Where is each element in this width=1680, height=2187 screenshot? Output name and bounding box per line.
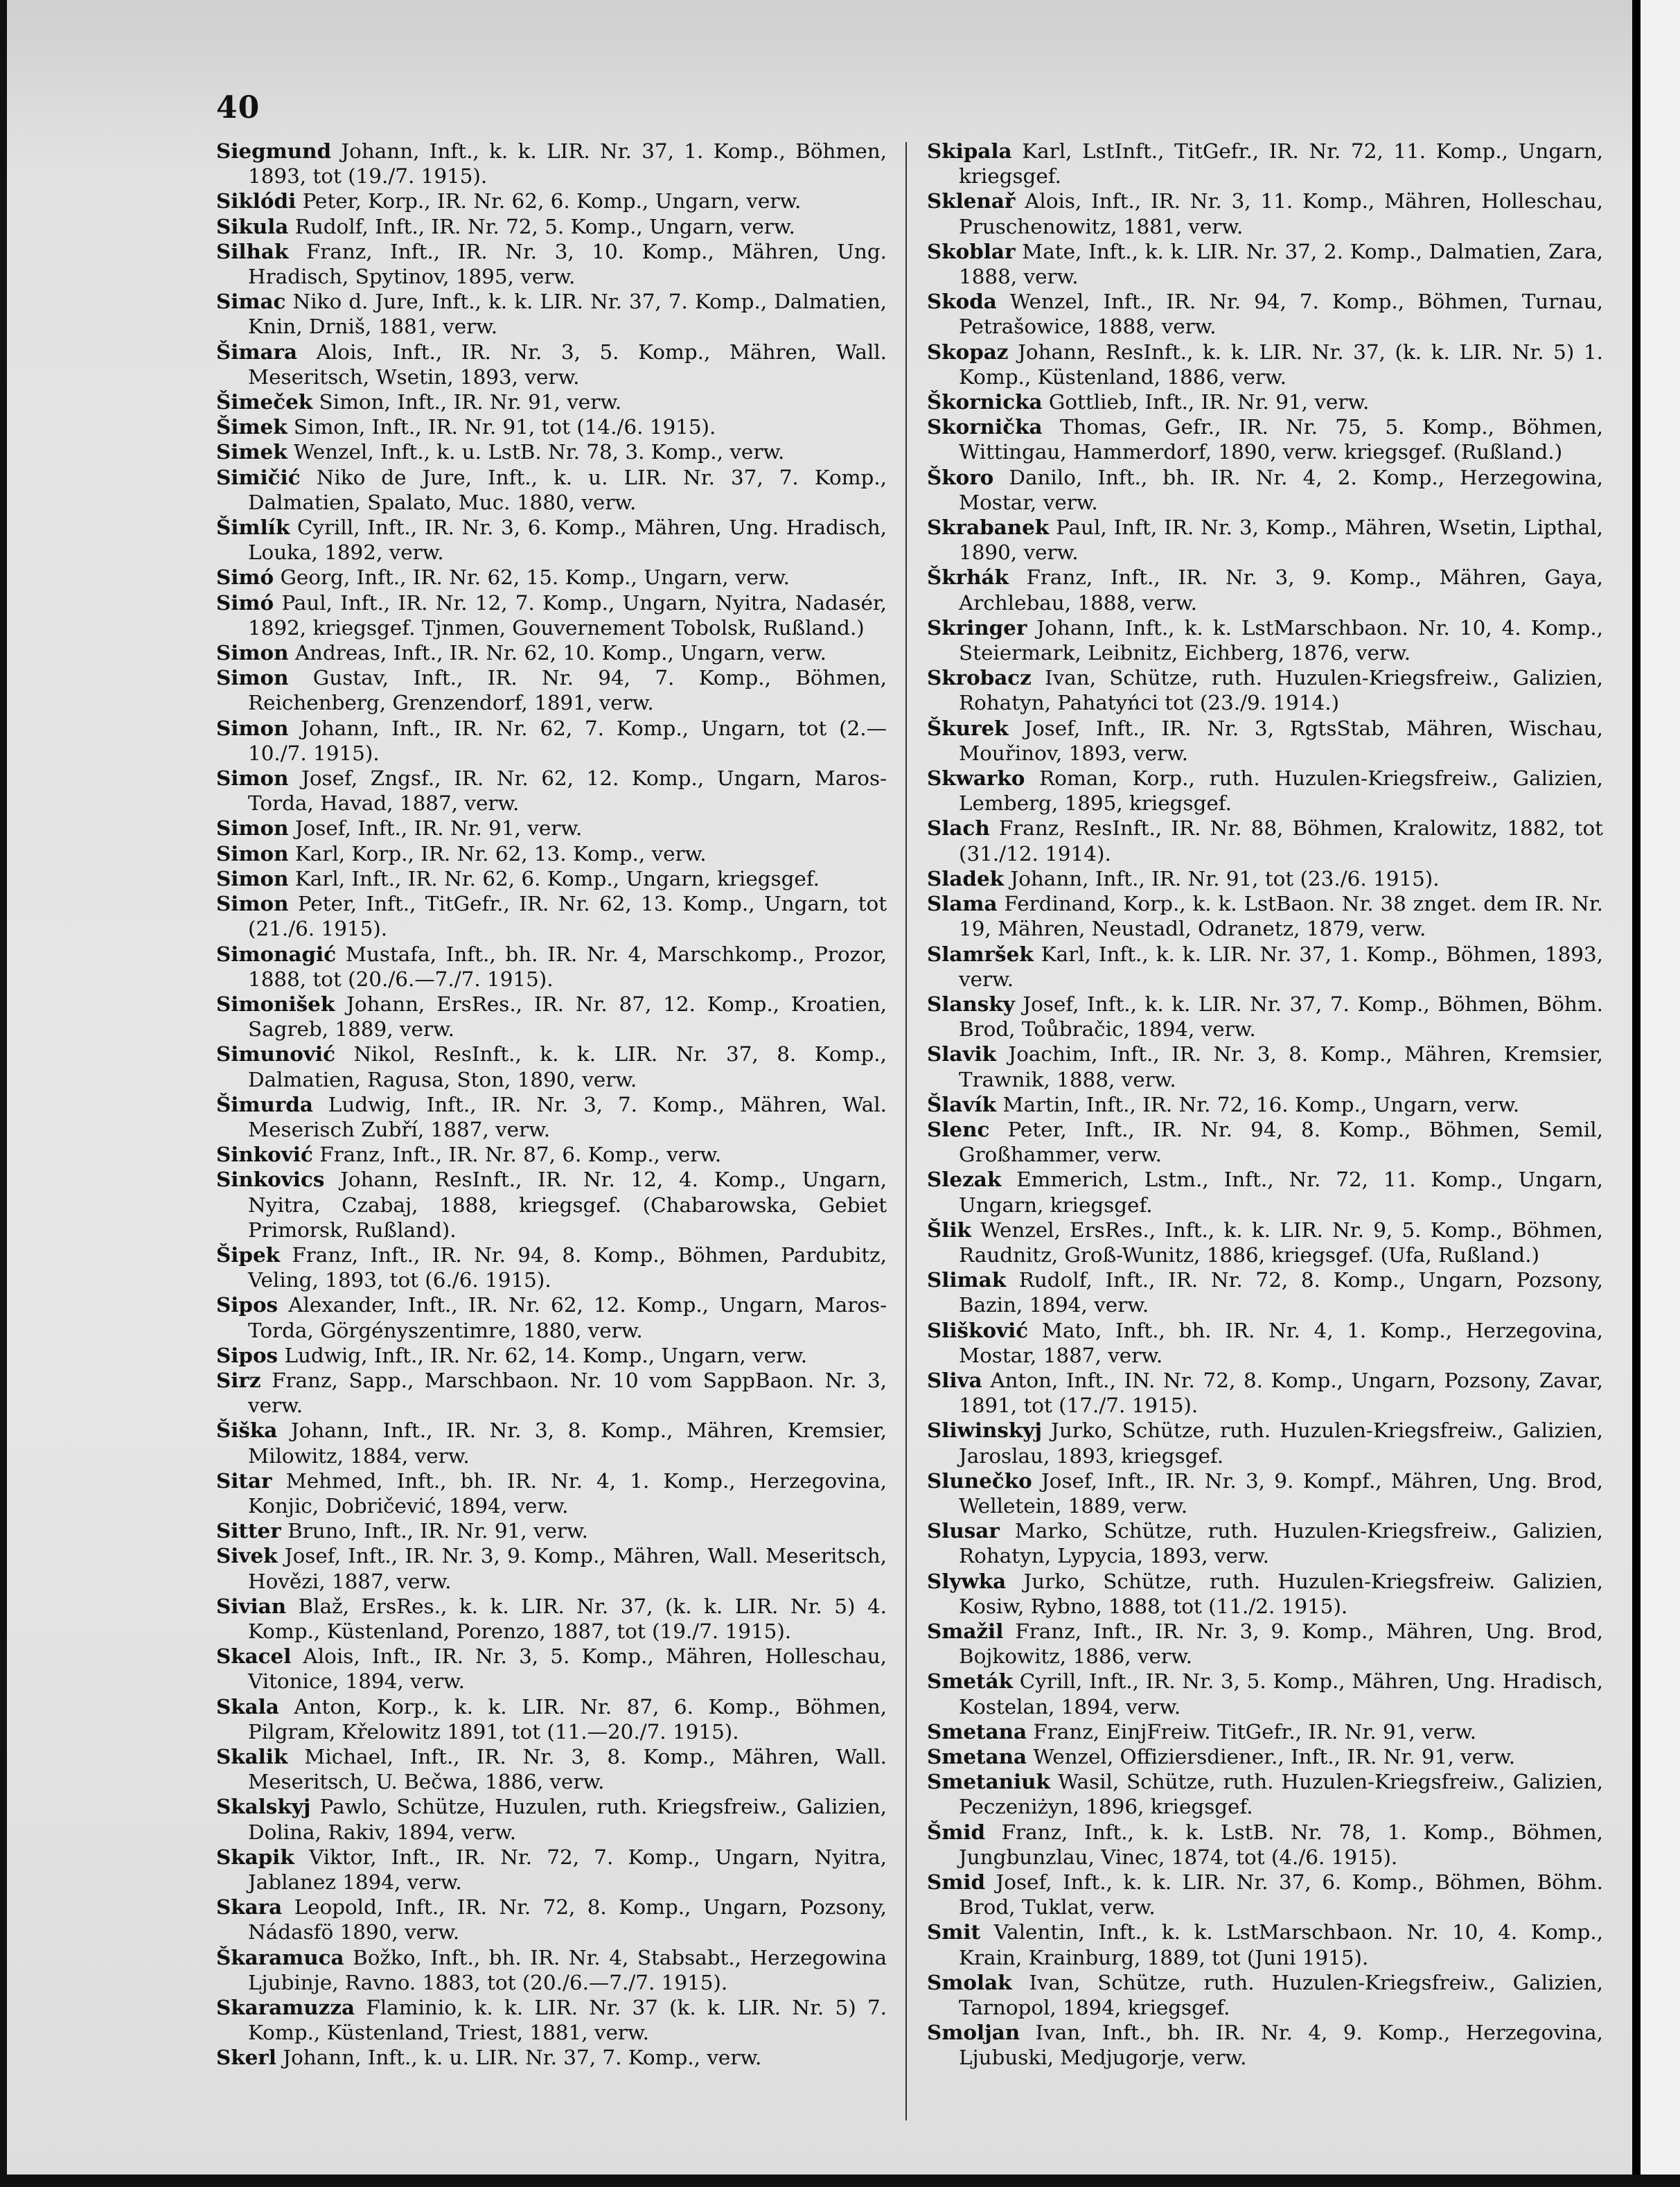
entry-details: Danilo, Inft., bh. IR. Nr. 4, 2. Komp., Herzegowina, Mostar, verw. <box>959 465 1603 514</box>
entry-surname: Simon <box>216 816 289 841</box>
entry-surname: Skopaz <box>927 339 1009 364</box>
entry-details: Rudolf, Inft., IR. Nr. 72, 8. Komp., Ungarn, Pozsony, Bazin, 1894, verw. <box>959 1268 1603 1317</box>
entry-surname: Šimek <box>216 414 288 439</box>
list-entry <box>216 214 887 239</box>
list-entry <box>216 992 887 1042</box>
list-entry <box>216 816 887 841</box>
entry-details: Johann, ResInft., k. k. LIR. Nr. 37, (k. k. LIR. Nr. 5) 1. Komp., Küstenland, 1886, verw. <box>959 340 1603 389</box>
entry-details: Johann, ErsRes., IR. Nr. 87, 12. Komp., Kroatien, Sagreb, 1889, verw. <box>248 992 887 1042</box>
list-entry <box>216 1543 887 1593</box>
entry-surname: Sipos <box>216 1342 278 1367</box>
entry-surname: Slamršek <box>927 941 1034 966</box>
entry-details: Josef, Inft., k. k. LIR. Nr. 37, 6. Komp., Böhmen, Böhm. Brod, Tuklat, verw. <box>959 1870 1603 1920</box>
list-entry <box>927 1418 1603 1468</box>
entry-surname: Smolak <box>927 1969 1012 1994</box>
entry-surname: Skringer <box>927 615 1027 640</box>
entry-surname: Šimlík <box>216 515 290 540</box>
entry-details: Andreas, Inft., IR. Nr. 62, 10. Komp., Ungarn, verw. <box>294 641 826 665</box>
entry-surname: Slezak <box>927 1167 1002 1192</box>
entry-details: Roman, Korp., ruth. Huzulen-Kriegsfreiw., Galizien, Lemberg, 1895, kriegsgef. <box>959 766 1603 816</box>
entry-surname: Simon <box>216 665 289 690</box>
page-number: 40 <box>216 90 260 125</box>
entry-surname: Skacel <box>216 1644 292 1669</box>
entry-surname: Simó <box>216 590 274 615</box>
entry-details: Cyrill, Inft., IR. Nr. 3, 5. Komp., Mähren, Ung. Hradisch, Kostelan, 1894, verw. <box>959 1669 1603 1719</box>
entry-surname: Sikula <box>216 213 289 238</box>
list-entry <box>927 1669 1603 1719</box>
entry-surname: Šimeček <box>216 389 313 414</box>
entry-surname: Šimara <box>216 339 298 364</box>
entry-surname: Škurek <box>927 715 1009 740</box>
entry-details: Emmerich, Lstm., Inft., Nr. 72, 11. Komp., Ungarn, Ungarn, kriegsgef. <box>959 1168 1603 1217</box>
scan-edge-bottom <box>0 2175 1680 2187</box>
list-entry <box>216 1594 887 1644</box>
entry-surname: Slišković <box>927 1317 1029 1342</box>
entry-surname: Skrobacz <box>927 665 1032 690</box>
entry-details: Johann, ResInft., IR. Nr. 12, 4. Komp., Ungarn, Nyitra, Czabaj, 1888, kriegsgef. (Chabarowska, Gebiet Primorsk, Rußland). <box>248 1168 887 1242</box>
entry-details: Božko, Inft., bh. IR. Nr. 4, Stabsabt., Herzegowina Ljubinje, Ravno. 1883, tot (20./6.—7./7. 1915). <box>248 1945 887 1994</box>
entry-surname: Simičić <box>216 464 301 489</box>
entry-surname: Slywka <box>927 1568 1007 1593</box>
list-entry <box>927 1518 1603 1568</box>
entry-details: Ferdinand, Korp., k. k. LstBaon. Nr. 38 znget. dem IR. Nr. 19, Mähren, Neustadl, Odranetz, 1879, verw. <box>959 892 1603 941</box>
entry-surname: Slach <box>927 816 990 841</box>
entry-surname: Simac <box>216 289 286 314</box>
entry-surname: Skwarko <box>927 766 1025 791</box>
entry-details: Johann, Inft., k. u. LIR. Nr. 37, 7. Komp., verw. <box>283 2046 762 2070</box>
list-entry <box>927 565 1603 615</box>
entry-surname: Simek <box>216 439 288 464</box>
list-entry <box>927 1368 1603 1418</box>
entry-surname: Sliva <box>927 1367 982 1392</box>
entry-surname: Sirz <box>216 1367 261 1392</box>
entry-details: Jurko, Schütze, ruth. Huzulen-Kriegsfreiw., Galizien, Jaroslau, 1893, kriegsgef. <box>959 1419 1603 1468</box>
entry-surname: Škaramuca <box>216 1944 344 1969</box>
entry-details: Simon, Inft., IR. Nr. 91, tot (14./6. 1915). <box>293 415 716 439</box>
list-entry <box>216 1368 887 1418</box>
list-entry <box>216 1945 887 1995</box>
list-entry <box>927 465 1603 515</box>
entry-surname: Simon <box>216 715 289 740</box>
list-entry <box>216 1142 887 1167</box>
entry-surname: Simon <box>216 640 289 665</box>
entry-details: Mehmed, Inft., bh. IR. Nr. 4, 1. Komp., Herzegovina, Konjic, Dobričević, 1894, verw. <box>248 1468 887 1518</box>
list-entry <box>216 340 887 389</box>
entry-surname: Slama <box>927 891 998 916</box>
entry-details: Josef, Inft., IR. Nr. 3, 9. Komp., Mähren, Wall. Meseritsch, Hovězi, 1887, verw. <box>248 1544 887 1593</box>
entry-details: Blaž, ErsRes., k. k. LIR. Nr. 37, (k. k. LIR. Nr. 5) 4. Komp., Küstenland, Porenzo, 1887, tot (19./7. 1915). <box>248 1594 887 1643</box>
entry-surname: Šipek <box>216 1242 281 1267</box>
list-entry <box>216 1845 887 1895</box>
entry-surname: Sklenař <box>927 188 1016 213</box>
scan-edge-right <box>1641 0 1680 2187</box>
list-entry <box>927 414 1603 464</box>
entry-details: Peter, Korp., IR. Nr. 62, 6. Komp., Ungarn, verw. <box>302 189 802 213</box>
list-entry <box>927 1719 1603 1744</box>
entry-surname: Skala <box>216 1694 279 1719</box>
list-entry <box>927 340 1603 389</box>
entry-surname: Simon <box>216 841 289 866</box>
entry-surname: Šlavík <box>927 1091 997 1116</box>
entry-details: Niko de Jure, Inft., k. u. LIR. Nr. 37, 7. Komp., Dalmatien, Spalato, Muc. 1880, verw. <box>248 465 887 514</box>
entry-surname: Simon <box>216 866 289 890</box>
entry-surname: Sivian <box>216 1593 287 1618</box>
list-entry <box>927 992 1603 1042</box>
list-entry <box>216 188 887 213</box>
entry-details: Franz, EinjFreiw. TitGefr., IR. Nr. 91, verw. <box>1033 1719 1477 1744</box>
list-entry <box>927 1117 1603 1167</box>
entry-details: Martin, Inft., IR. Nr. 72, 16. Komp., Ungarn, verw. <box>1002 1092 1520 1116</box>
list-entry <box>927 816 1603 866</box>
entry-details: Cyrill, Inft., IR. Nr. 3, 6. Komp., Mähren, Ung. Hradisch, Louka, 1892, verw. <box>248 516 887 565</box>
entry-surname: Sitter <box>216 1518 281 1543</box>
list-entry <box>216 766 887 816</box>
list-entry <box>216 139 887 188</box>
list-entry <box>927 389 1603 414</box>
entry-details: Ludwig, Inft., IR. Nr. 62, 14. Komp., Ungarn, verw. <box>284 1343 808 1367</box>
list-entry <box>927 1092 1603 1117</box>
list-entry <box>216 590 887 640</box>
list-entry <box>927 1920 1603 1969</box>
entry-details: Franz, Sapp., Marschbaon. Nr. 10 vom SappBaon. Nr. 3, verw. <box>248 1368 887 1418</box>
entry-details: Paul, Inft, IR. Nr. 3, Komp., Mähren, Wsetin, Lipthal, 1890, verw. <box>959 516 1603 565</box>
entry-details: Paul, Inft., IR. Nr. 12, 7. Komp., Ungarn, Nyitra, Nadasér, 1892, kriegsgef. Tjnmen, Gouvernement Tobolsk, Rußland.) <box>248 590 887 640</box>
entry-details: Gottlieb, Inft., IR. Nr. 91, verw. <box>1048 390 1370 414</box>
list-entry <box>927 1042 1603 1091</box>
entry-surname: Simon <box>216 766 289 791</box>
entry-surname: Smeták <box>927 1669 1014 1694</box>
entry-surname: Simó <box>216 565 274 590</box>
entry-surname: Slansky <box>927 991 1015 1016</box>
entry-details: Joachim, Inft., IR. Nr. 3, 8. Komp., Mähren, Kremsier, Trawnik, 1888, verw. <box>959 1042 1603 1091</box>
entry-surname: Simon <box>216 891 289 916</box>
entry-details: Karl, Inft., k. k. LIR. Nr. 37, 1. Komp., Böhmen, 1893, verw. <box>959 942 1603 991</box>
entry-surname: Smetaniuk <box>927 1769 1050 1794</box>
entry-details: Wenzel, ErsRes., Inft., k. k. LIR. Nr. 9, 5. Komp., Böhmen, Raudnitz, Groß-Wunitz, 1886, kriegsgef. (Ufa, Rußland.) <box>959 1218 1603 1267</box>
entry-surname: Skrabanek <box>927 515 1050 540</box>
list-entry <box>216 665 887 715</box>
list-entry <box>927 1870 1603 1920</box>
entry-details: Valentin, Inft., k. k. LstMarschbaon. Nr. 10, 4. Komp., Krain, Krainburg, 1889, tot (Juni 1915). <box>959 1920 1603 1969</box>
list-entry <box>927 1267 1603 1317</box>
list-entry <box>927 1318 1603 1368</box>
list-entry <box>927 188 1603 238</box>
list-entry <box>216 1995 887 2045</box>
entry-details: Nikol, ResInft., k. k. LIR. Nr. 37, 8. Komp., Dalmatien, Ragusa, Ston, 1890, verw. <box>248 1042 887 1091</box>
entry-surname: Skipala <box>927 139 1012 163</box>
entry-surname: Siegmund <box>216 139 332 163</box>
entry-details: Josef, Zngsf., IR. Nr. 62, 12. Komp., Ungarn, Maros-Torda, Havad, 1887, verw. <box>248 766 887 816</box>
entry-surname: Slavik <box>927 1042 997 1066</box>
entry-surname: Škornicka <box>927 389 1043 414</box>
entry-surname: Skalik <box>216 1744 288 1768</box>
list-entry <box>216 515 887 565</box>
entry-surname: Skara <box>216 1895 283 1920</box>
entry-details: Alois, Inft., IR. Nr. 3, 11. Komp., Mähren, Holleschau, Pruschenowitz, 1881, verw. <box>959 189 1603 238</box>
list-entry <box>216 565 887 590</box>
list-entry <box>216 239 887 289</box>
entry-details: Alois, Inft., IR. Nr. 3, 5. Komp., Mähren, Wall. Meseritsch, Wsetin, 1893, verw. <box>248 340 887 389</box>
entry-surname: Simonišek <box>216 991 335 1016</box>
entry-details: Mato, Inft., bh. IR. Nr. 4, 1. Komp., Herzegovina, Mostar, 1887, verw. <box>959 1318 1603 1367</box>
entry-surname: Siklódi <box>216 188 297 213</box>
list-entry <box>927 1569 1603 1619</box>
entry-details: Johann, Inft., IR. Nr. 62, 7. Komp., Ungarn, tot (2.—10./7. 1915). <box>248 716 887 765</box>
entry-details: Wenzel, Offiziersdiener., Inft., IR. Nr. 91, verw. <box>1033 1745 1516 1768</box>
list-entry <box>927 615 1603 665</box>
entry-details: Johann, Inft., k. k. LIR. Nr. 37, 1. Komp., Böhmen, 1893, tot (19./7. 1915). <box>248 139 887 188</box>
entry-surname: Slunečko <box>927 1468 1032 1493</box>
list-entry <box>927 866 1603 891</box>
entry-surname: Smažil <box>927 1618 1004 1643</box>
entry-surname: Skoblar <box>927 238 1016 263</box>
list-entry <box>216 1644 887 1694</box>
entry-details: Johann, Inft., k. k. LstMarschbaon. Nr. 10, 4. Komp., Steiermark, Leibnitz, Eichberg, 1876, verw. <box>959 615 1603 665</box>
list-entry <box>216 1794 887 1844</box>
entry-details: Flaminio, k. k. LIR. Nr. 37 (k. k. LIR. Nr. 5) 7. Komp., Küstenland, Triest, 1881, verw. <box>248 1996 887 2045</box>
entry-surname: Smit <box>927 1920 981 1944</box>
entry-details: Johann, Inft., IR. Nr. 3, 8. Komp., Mähren, Kremsier, Milowitz, 1884, verw. <box>248 1419 887 1468</box>
list-entry <box>216 1468 887 1518</box>
entry-surname: Skornička <box>927 414 1043 439</box>
list-entry <box>216 1242 887 1292</box>
entry-details: Wenzel, Inft., k. u. LstB. Nr. 78, 3. Komp., verw. <box>293 440 785 464</box>
list-entry <box>216 891 887 941</box>
entry-surname: Simunović <box>216 1042 335 1066</box>
list-entry <box>216 1042 887 1091</box>
entry-details: Franz, Inft., k. k. LstB. Nr. 78, 1. Komp., Böhmen, Jungbunzlau, Vinec, 1874, tot (4./6. 1915). <box>959 1820 1603 1869</box>
entry-details: Peter, Inft., IR. Nr. 94, 8. Komp., Böhmen, Semil, Großhammer, verw. <box>959 1117 1603 1167</box>
list-entry <box>927 942 1603 992</box>
list-entry <box>216 1167 887 1242</box>
entry-details: Bruno, Inft., IR. Nr. 91, verw. <box>288 1519 589 1543</box>
list-entry <box>216 1744 887 1794</box>
entry-surname: Skoda <box>927 289 997 314</box>
list-entry <box>927 239 1603 289</box>
list-entry <box>927 1167 1603 1217</box>
list-entry <box>927 1769 1603 1819</box>
list-entry <box>216 389 887 414</box>
entry-surname: Smid <box>927 1870 986 1895</box>
entry-surname: Skerl <box>216 2045 276 2070</box>
entry-details: Ivan, Schütze, ruth. Huzulen-Kriegsfreiw., Galizien, Tarnopol, 1894, kriegsgef. <box>959 1970 1603 2020</box>
entry-details: Josef, Inft., IR. Nr. 91, verw. <box>294 816 583 841</box>
entry-details: Franz, Inft., IR. Nr. 87, 6. Komp., verw. <box>319 1143 722 1167</box>
right-column <box>927 139 1603 2120</box>
entry-details: Georg, Inft., IR. Nr. 62, 15. Komp., Ungarn, verw. <box>280 565 790 590</box>
entry-details: Alexander, Inft., IR. Nr. 62, 12. Komp., Ungarn, Maros-Torda, Görgényszentimre, 1880, verw. <box>248 1293 887 1342</box>
entry-surname: Slusar <box>927 1518 1000 1543</box>
list-entry <box>927 1744 1603 1769</box>
entry-surname: Smetana <box>927 1744 1027 1768</box>
entry-details: Leopold, Inft., IR. Nr. 72, 8. Komp., Ungarn, Pozsony, Nádasfö 1890, verw. <box>248 1895 887 1944</box>
list-entry <box>927 665 1603 715</box>
entry-details: Viktor, Inft., IR. Nr. 72, 7. Komp., Ungarn, Nyitra, Jablanez 1894, verw. <box>248 1845 887 1895</box>
entry-surname: Šiška <box>216 1418 278 1443</box>
list-entry <box>216 866 887 891</box>
entry-surname: Sitar <box>216 1468 272 1493</box>
list-entry <box>927 766 1603 816</box>
list-entry <box>216 1694 887 1744</box>
left-column <box>216 139 887 2120</box>
list-entry <box>927 891 1603 941</box>
entry-surname: Simonagić <box>216 941 337 966</box>
entry-details: Franz, Inft., IR. Nr. 94, 8. Komp., Böhmen, Pardubitz, Veling, 1893, tot (6./6. 1915). <box>248 1242 887 1292</box>
entry-details: Mate, Inft., k. k. LIR. Nr. 37, 2. Komp., Dalmatien, Zara, 1888, verw. <box>959 239 1603 289</box>
entry-details: Franz, Inft., IR. Nr. 3, 9. Komp., Mähren, Ung. Brod, Bojkowitz, 1886, verw. <box>959 1619 1603 1669</box>
entry-details: Ivan, Inft., bh. IR. Nr. 4, 9. Komp., Herzegovina, Ljubuski, Medjugorje, verw. <box>959 2021 1603 2070</box>
list-entry <box>216 1418 887 1468</box>
entry-surname: Sliwinskyj <box>927 1418 1043 1443</box>
entry-surname: Skaramuzza <box>216 1995 355 2020</box>
list-entry <box>216 439 887 464</box>
entry-details: Karl, Korp., IR. Nr. 62, 13. Komp., verw. <box>294 841 707 866</box>
list-entry <box>927 1619 1603 1669</box>
entry-surname: Smoljan <box>927 2020 1020 2045</box>
entry-details: Josef, Inft., IR. Nr. 3, RgtsStab, Mähren, Wischau, Mouřinov, 1893, verw. <box>959 716 1603 765</box>
list-entry <box>927 289 1603 339</box>
entry-details: Michael, Inft., IR. Nr. 3, 8. Komp., Mähren, Wall. Meseritsch, U. Bečwa, 1886, verw. <box>248 1745 887 1794</box>
entry-details: Marko, Schütze, ruth. Huzulen-Kriegsfreiw., Galizien, Rohatyn, Lypycia, 1893, verw. <box>959 1519 1603 1568</box>
scan-edge-left <box>0 0 7 2187</box>
entry-details: Rudolf, Inft., IR. Nr. 72, 5. Komp., Ungarn, verw. <box>294 214 795 238</box>
entry-surname: Sladek <box>927 866 1005 890</box>
entry-surname: Šimurda <box>216 1091 313 1116</box>
list-entry <box>216 640 887 665</box>
entry-surname: Slenc <box>927 1116 990 1141</box>
list-entry <box>927 1820 1603 1870</box>
entry-surname: Šmid <box>927 1819 986 1844</box>
column-divider <box>905 142 907 2120</box>
entry-details: Franz, Inft., IR. Nr. 3, 9. Komp., Mähren, Gaya, Archlebau, 1888, verw. <box>959 565 1603 615</box>
entry-surname: Sinković <box>216 1142 313 1167</box>
entry-details: Wenzel, Inft., IR. Nr. 94, 7. Komp., Böhmen, Turnau, Petrašowice, 1888, verw. <box>959 290 1603 339</box>
entry-details: Karl, Inft., IR. Nr. 62, 6. Komp., Ungarn, kriegsgef. <box>294 866 820 890</box>
entry-surname: Skapik <box>216 1844 294 1869</box>
entry-details: Jurko, Schütze, ruth. Huzulen-Kriegsfreiw. Galizien, Kosiw, Rybno, 1888, tot (11./2. 1915). <box>959 1569 1603 1618</box>
entry-details: Franz, Inft., IR. Nr. 3, 10. Komp., Mähren, Ung. Hradisch, Spytinov, 1895, verw. <box>248 239 887 289</box>
list-entry <box>927 515 1603 565</box>
list-entry <box>927 139 1603 188</box>
list-entry <box>216 716 887 766</box>
entry-surname: Skalskyj <box>216 1794 311 1819</box>
entry-details: Thomas, Gefr., IR. Nr. 75, 5. Komp., Böhmen, Wittingau, Hammerdorf, 1890, verw. kriegsgef. (Rußland.) <box>959 415 1603 464</box>
list-entry <box>927 1218 1603 1267</box>
entry-surname: Škrhák <box>927 565 1009 590</box>
list-entry <box>216 414 887 439</box>
list-entry <box>216 942 887 992</box>
entry-surname: Sipos <box>216 1292 278 1317</box>
list-entry <box>216 841 887 866</box>
entry-details: Peter, Inft., TitGefr., IR. Nr. 62, 13. Komp., Ungarn, tot (21./6. 1915). <box>248 892 887 941</box>
entry-details: Gustav, Inft., IR. Nr. 94, 7. Komp., Böhmen, Reichenberg, Grenzendorf, 1891, verw. <box>248 666 887 715</box>
list-entry <box>216 1895 887 1944</box>
list-entry <box>927 1468 1603 1518</box>
entry-details: Simon, Inft., IR. Nr. 91, verw. <box>319 390 622 414</box>
entry-surname: Šlik <box>927 1217 971 1242</box>
entry-details: Johann, Inft., IR. Nr. 91, tot (23./6. 1915). <box>1010 866 1440 890</box>
entry-surname: Sivek <box>216 1543 278 1568</box>
entry-details: Anton, Inft., IN. Nr. 72, 8. Komp., Ungarn, Pozsony, Zavar, 1891, tot (17./7. 1915). <box>959 1368 1603 1418</box>
list-entry <box>927 2020 1603 2070</box>
entry-details: Josef, Inft., k. k. LIR. Nr. 37, 7. Komp., Böhmen, Böhm. Brod, Toůbračic, 1894, verw. <box>959 992 1603 1042</box>
entry-details: Anton, Korp., k. k. LIR. Nr. 87, 6. Komp., Böhmen, Pilgram, Křelowitz 1891, tot (11.—20./7. 1915). <box>248 1694 887 1744</box>
entry-details: Franz, ResInft., IR. Nr. 88, Böhmen, Kralowitz, 1882, tot (31./12. 1914). <box>959 816 1603 866</box>
entry-surname: Silhak <box>216 238 289 263</box>
entry-surname: Smetana <box>927 1719 1027 1744</box>
entry-surname: Sinkovics <box>216 1167 325 1192</box>
entry-details: Karl, LstInft., TitGefr., IR. Nr. 72, 11. Komp., Ungarn, kriegsgef. <box>959 139 1603 188</box>
entry-details: Niko d. Jure, Inft., k. k. LIR. Nr. 37, 7. Komp., Dalmatien, Knin, Drniš, 1881, verw. <box>248 290 887 339</box>
entry-details: Pawlo, Schütze, Huzulen, ruth. Kriegsfreiw., Galizien, Dolina, Rakiv, 1894, verw. <box>248 1795 887 1844</box>
list-entry <box>927 716 1603 766</box>
list-entry <box>216 1518 887 1543</box>
list-entry <box>216 1343 887 1368</box>
entry-details: Mustafa, Inft., bh. IR. Nr. 4, Marschkomp., Prozor, 1888, tot (20./6.—7./7. 1915). <box>248 942 887 991</box>
entry-details: Wasil, Schütze, ruth. Huzulen-Kriegsfreiw., Galizien, Peczeniżyn, 1896, kriegsgef. <box>959 1770 1603 1819</box>
list-entry <box>927 1970 1603 2020</box>
list-entry <box>216 289 887 339</box>
list-entry <box>216 1092 887 1142</box>
entry-surname: Slimak <box>927 1267 1007 1292</box>
list-entry <box>216 465 887 515</box>
list-entry <box>216 2045 887 2070</box>
entry-details: Ludwig, Inft., IR. Nr. 3, 7. Komp., Mähren, Wal. Meserisch Zubří, 1887, verw. <box>248 1092 887 1141</box>
entry-details: Alois, Inft., IR. Nr. 3, 5. Komp., Mähren, Holleschau, Vitonice, 1894, verw. <box>248 1644 887 1694</box>
entry-surname: Škoro <box>927 464 994 489</box>
entry-details: Josef, Inft., IR. Nr. 3, 9. Kompf., Mähren, Ung. Brod, Welletein, 1889, verw. <box>959 1468 1603 1518</box>
entry-details: Ivan, Schütze, ruth. Huzulen-Kriegsfreiw., Galizien, Rohatyn, Pahatyńci tot (23./9. 1914.) <box>959 666 1603 715</box>
list-entry <box>216 1292 887 1342</box>
